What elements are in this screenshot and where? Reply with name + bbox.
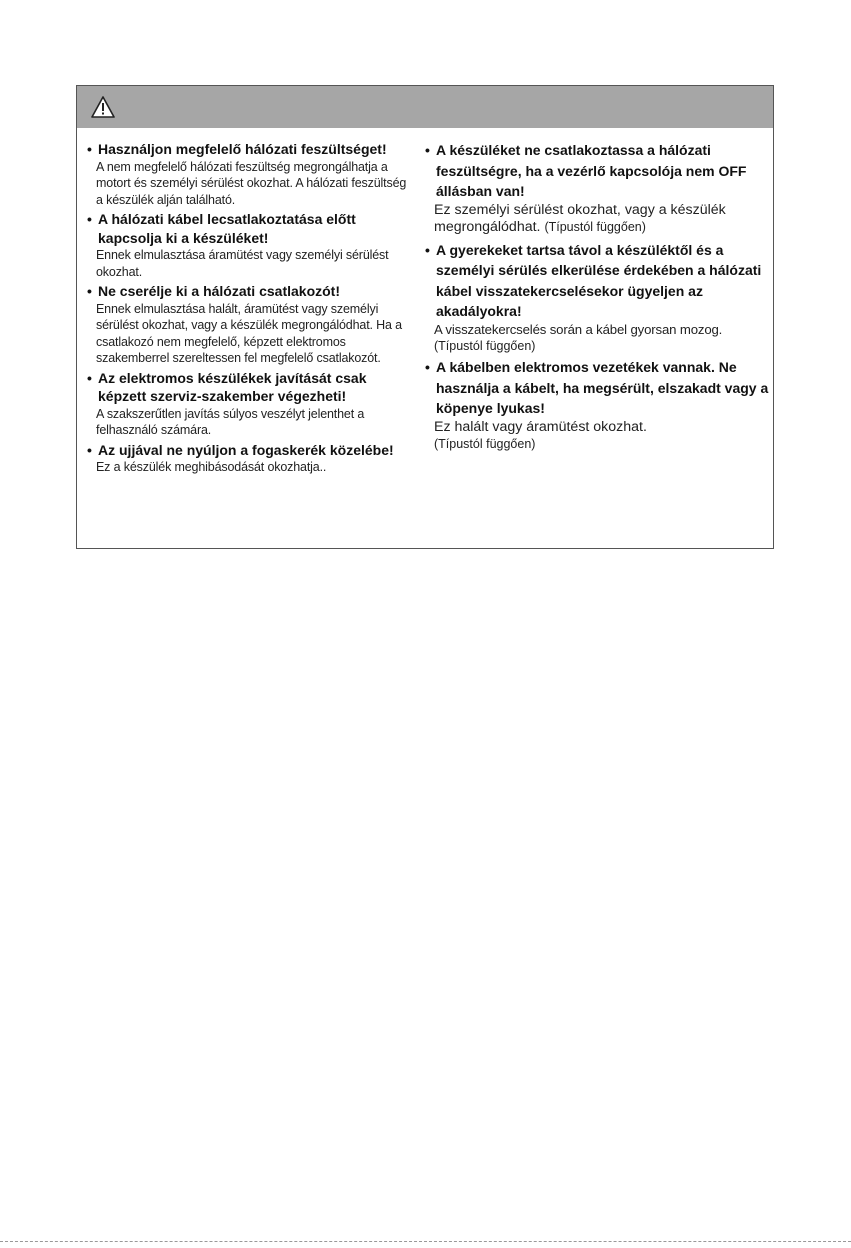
warning-box [76, 85, 774, 549]
warning-item-title: A kábelben elektromos vezetékek vannak. Ne használja a kábelt, ha megsérült, elszakadt vagy a köpenye lyukas! [436, 359, 769, 416]
type-note: (Típustól függően) [434, 339, 536, 353]
warning-item [87, 282, 407, 367]
bullet: • [87, 441, 92, 458]
warning-item-text: Ez a készülék meghibásodását okozhatja.. [96, 460, 327, 474]
page-bottom-rule [0, 1241, 851, 1242]
warning-item [425, 357, 769, 452]
warning-item-title: A hálózati kábel lecsatlakoztatása előtt kapcsolja ki a készüléket! [98, 211, 356, 246]
warning-item [87, 210, 407, 280]
warning-triangle-icon [91, 96, 115, 118]
warning-item-text: Ennek elmulasztása áramütést vagy személyi sérülést okozhat. [96, 248, 389, 279]
warning-item-text: A visszatekercselés során a kábel gyorsan mozog. [434, 321, 723, 337]
warning-item [87, 441, 407, 476]
warning-item [425, 240, 769, 355]
bullet: • [87, 211, 92, 227]
warning-column-left [87, 140, 407, 478]
bullet: • [87, 141, 92, 157]
warning-item-title: Az elektromos készülékek javítását csak képzett szerviz-szakember végezheti! [98, 369, 367, 404]
warning-header [77, 86, 773, 128]
bullet: • [87, 283, 92, 299]
warning-item [87, 369, 407, 439]
warning-item-title: A gyerekeket tartsa távol a készüléktől és a személyi sérülés elkerülése érdekében a hálózati kábel visszatekercselésekor ügyeljen az akadályokra! [436, 241, 762, 319]
bullet: • [87, 369, 92, 386]
warning-item-text: Ennek elmulasztása halált, áramütést vagy személyi sérülést okozhat, vagy a készülék megrongálódhat. Ha a csatlakozó nem megfelelő, képzett elektromos szakemberrel szereltessen fel megfelelő csatlakozót. [96, 301, 402, 365]
warning-item-text: A nem megfelelő hálózati feszültség megrongálhatja a motort és személyi sérülést okozhat. A hálózati feszültség a készülék alján található. [96, 159, 407, 207]
type-note: (Típustól függően) [434, 437, 536, 451]
warning-item-text: Ez halált vagy áramütést okozhat. [434, 418, 647, 435]
warning-item [425, 140, 769, 237]
warning-item-title: Ne cserélje ki a hálózati csatlakozót! [98, 283, 340, 299]
warning-item-text: A szakszerűtlen javítás súlyos veszélyt jelenthet a felhasználó számára. [96, 406, 365, 437]
warning-item [87, 140, 407, 208]
warning-item-title: Használjon megfelelő hálózati feszültséget! [98, 141, 387, 157]
warning-item-title: A készüléket ne csatlakoztassa a hálózati feszültségre, ha a vezérlő kapcsolója nem OFF állásban van! [436, 142, 747, 199]
warning-item-text: Ez személyi sérülést okozhat, vagy a készülék megrongálódhat. [434, 201, 726, 235]
type-note: (Típustól függően) [544, 220, 646, 234]
bullet: • [425, 142, 430, 158]
bullet: • [425, 241, 430, 258]
warning-column-right [425, 140, 769, 455]
bullet: • [425, 359, 430, 375]
warning-item-title: Az ujjával ne nyúljon a fogaskerék közelébe! [98, 441, 394, 458]
